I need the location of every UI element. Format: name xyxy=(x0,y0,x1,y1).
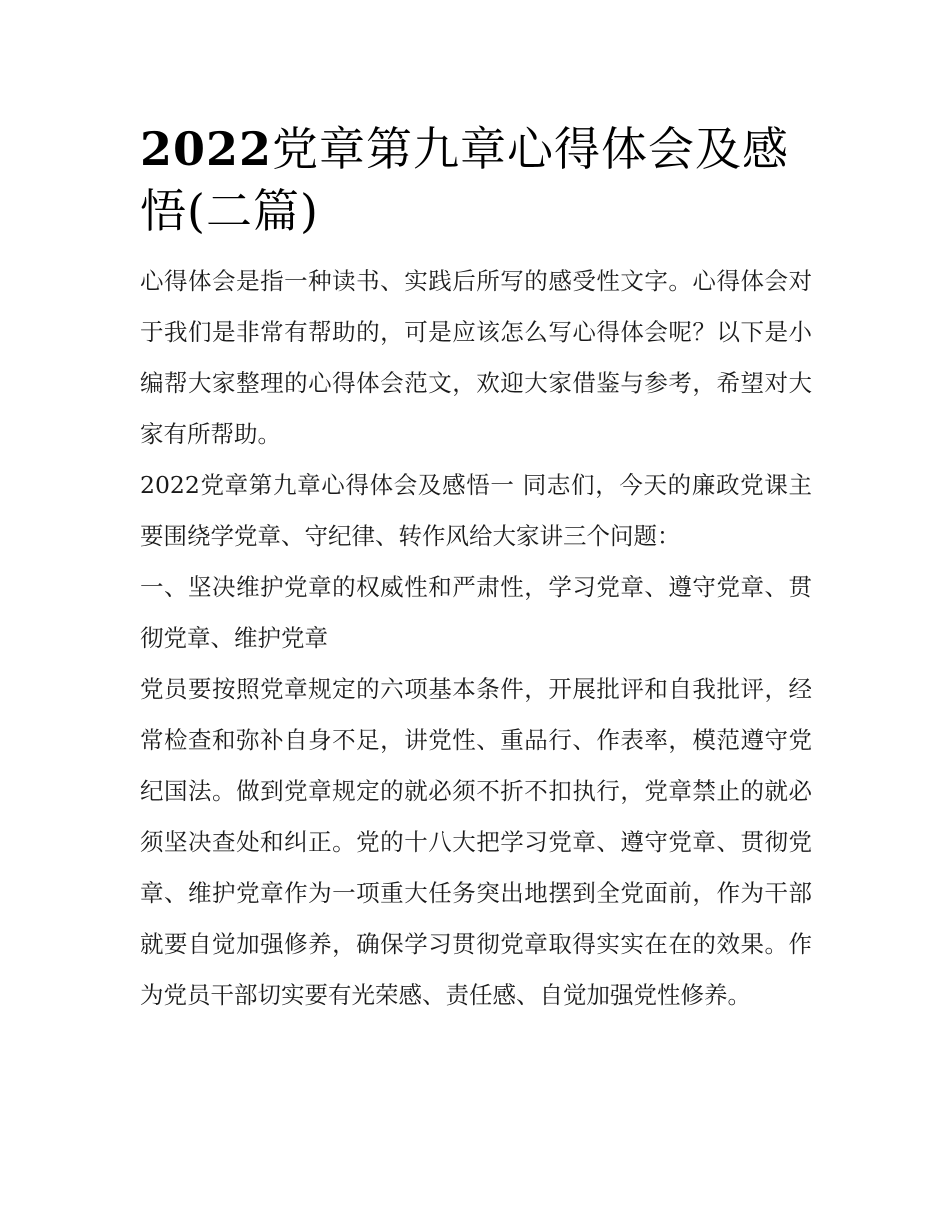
section-intro-paragraph: 2022党章第九章心得体会及感悟一 同志们，今天的廉政党课主要围绕学党章、守纪律、转作风给大家讲三个问题： xyxy=(140,471,812,550)
document-body xyxy=(140,256,812,1021)
title-year: 2022 xyxy=(140,122,273,176)
section-heading-paragraph: 一、坚决维护党章的权威性和严肃性，学习党章、遵守党章、贯彻党章、维护党章 xyxy=(140,573,812,652)
title-text: 党章第九章心得体会及感悟(二篇) xyxy=(140,122,790,238)
document-page xyxy=(140,118,812,1021)
document-title xyxy=(140,118,812,242)
intro-paragraph: 心得体会是指一种读书、实践后所写的感受性文字。心得体会对于我们是非常有帮助的，可是应该怎么写心得体会呢？以下是小编帮大家整理的心得体会范文，欢迎大家借鉴与参考，希望对大家有所帮助。 xyxy=(140,267,812,448)
body-paragraph: 党员要按照党章规定的六项基本条件，开展批评和自我批评，经常检查和弥补自身不足，讲党性、重品行、作表率，模范遵守党纪国法。做到党章规定的就必须不折不扣执行，党章禁止的就必须坚决查处和纠正。党的十八大把学习党章、遵守党章、贯彻党章、维护党章作为一项重大任务突出地摆到全党面前，作为干部就要自觉加强修养，确保学习贯彻党章取得实实在在的效果。作为党员干部切实要有光荣感、责任感、自觉加强党性修养。 xyxy=(140,675,812,1009)
